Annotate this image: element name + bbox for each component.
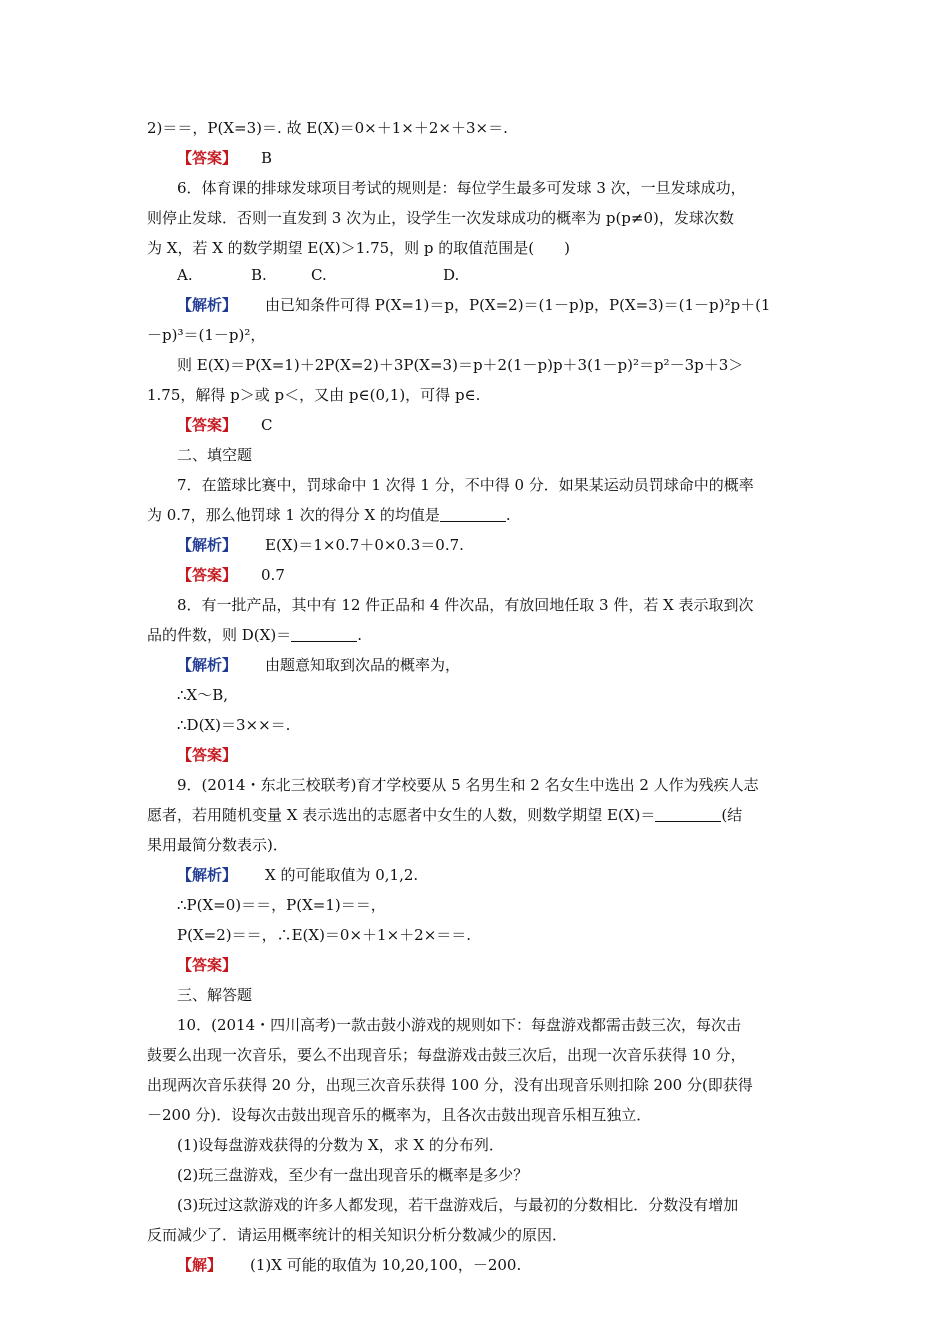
question-8: 8．有一批产品，其中有 12 件正品和 4 件次品，有放回地任取 3 件，若 X 表示取到次 [177, 596, 754, 614]
option-c: C. [311, 266, 327, 284]
analysis-line: 【解析】 由题意知取到次品的概率为， [177, 656, 461, 674]
text-line: 反而减少了．请运用概率统计的相关知识分析分数减少的原因． [147, 1226, 568, 1244]
text-line: ∴X～B, [177, 686, 229, 704]
sub-question-1: (1)设每盘游戏获得的分数为 X，求 X 的分布列． [177, 1136, 504, 1154]
answer-line: 【答案】 C [177, 416, 273, 434]
text-line: 鼓要么出现一次音乐，要么不出现音乐；每盘游戏击鼓三次后，出现一次音乐获得 10 分， [147, 1046, 746, 1064]
options-row [177, 260, 477, 290]
sub-question-3: (3)玩过这款游戏的许多人都发现，若干盘游戏后，与最初的分数相比．分数没有增加 [177, 1196, 739, 1214]
analysis-tag: 【解析】 [177, 656, 238, 674]
answer-line: 【答案】 0.7 [177, 566, 285, 584]
analysis-line: 【解析】 由已知条件可得 P(X=1)＝p，P(X=2)＝(1－p)p，P(X=3)＝(1－p)²p＋(1 [177, 296, 771, 314]
answer-tag: 【答案】 [177, 566, 238, 584]
text-line: P(X=2)＝＝，∴E(X)＝0×＋1×＋2×＝＝. [177, 926, 472, 944]
solution-line: 【解】 (1)X 可能的取值为 10,20,100，－200. [177, 1256, 522, 1274]
section-heading: 三、解答题 [177, 986, 253, 1004]
analysis-line: 【解析】 X 的可能取值为 0,1,2. [177, 866, 419, 884]
fill-blank [291, 623, 357, 642]
text-line: ∴P(X=0)＝＝，P(X=1)＝＝， [177, 896, 386, 914]
text-line: 2)＝＝，P(X=3)＝. 故 E(X)＝0×＋1×＋2×＋3×＝. [147, 119, 508, 137]
analysis-line: 【解析】 E(X)＝1×0.7＋0×0.3＝0.7. [177, 536, 464, 554]
sub-question-2: (2)玩三盘游戏，至少有一盘出现音乐的概率是多少？ [177, 1166, 529, 1184]
question-10: 10．(2014・四川高考)一款击鼓小游戏的规则如下：每盘游戏都需击鼓三次，每次击 [177, 1016, 741, 1034]
answer-tag: 【答案】 [177, 956, 238, 974]
analysis-tag: 【解析】 [177, 536, 238, 554]
solution-tag: 【解】 [177, 1256, 223, 1274]
option-a: A. [177, 266, 193, 284]
question-6: 6．体育课的排球发球项目考试的规则是：每位学生最多可发球 3 次，一旦发球成功， [177, 179, 746, 197]
text-line: 愿者，若用随机变量 X 表示选出的志愿者中女生的人数，则数学期望 E(X)＝ (结 [147, 800, 742, 830]
analysis-tag: 【解析】 [177, 296, 238, 314]
question-9: 9．(2014・东北三校联考)育才学校要从 5 名男生和 2 名女生中选出 2 人作为残疾人志 [177, 776, 759, 794]
text-line: ∴D(X)＝3××＝. [177, 716, 291, 734]
text-line: 为 0.7，那么他罚球 1 次的得分 X 的均值是 . [147, 500, 511, 530]
text-line: 为 X，若 X 的数学期望 E(X)＞1.75，则 p 的取值范围是( ) [147, 239, 571, 257]
answer-line [177, 740, 237, 770]
text-line: 果用最简分数表示)． [147, 836, 288, 854]
answer-line [177, 950, 237, 980]
answer-tag: 【答案】 [177, 416, 238, 434]
answer-tag: 【答案】 [177, 746, 238, 764]
text-line: 出现两次音乐获得 20 分，出现三次音乐获得 100 分，没有出现音乐则扣除 200 分(即获得 [147, 1076, 753, 1094]
section-heading: 二、填空题 [177, 446, 253, 464]
option-b: B. [251, 266, 267, 284]
text-line: －200 分)．设每次击鼓出现音乐的概率为，且各次击鼓出现音乐相互独立． [147, 1106, 652, 1124]
text-line: 则 E(X)＝P(X=1)＋2P(X=2)＋3P(X=3)＝p＋2(1－p)p＋3(1－p)²＝p²－3p＋3＞ [177, 356, 744, 374]
text-line: 品的件数，则 D(X)＝ . [147, 620, 362, 650]
fill-blank [440, 503, 506, 522]
text-line: －p)³＝(1－p)²， [147, 326, 266, 344]
answer-tag: 【答案】 [177, 149, 238, 167]
analysis-tag: 【解析】 [177, 866, 238, 884]
text-line: 则停止发球．否则一直发到 3 次为止，设学生一次发球成功的概率为 p(p≠0)，发球次数 [147, 209, 734, 227]
answer-line: 【答案】 B [177, 149, 273, 167]
option-d: D. [443, 266, 460, 284]
fill-blank [655, 803, 721, 822]
question-7: 7．在篮球比赛中，罚球命中 1 次得 1 分，不中得 0 分．如果某运动员罚球命中的概率 [177, 476, 754, 494]
text-line: 1.75，解得 p＞或 p＜，又由 p∈(0,1)，可得 p∈. [147, 386, 481, 404]
